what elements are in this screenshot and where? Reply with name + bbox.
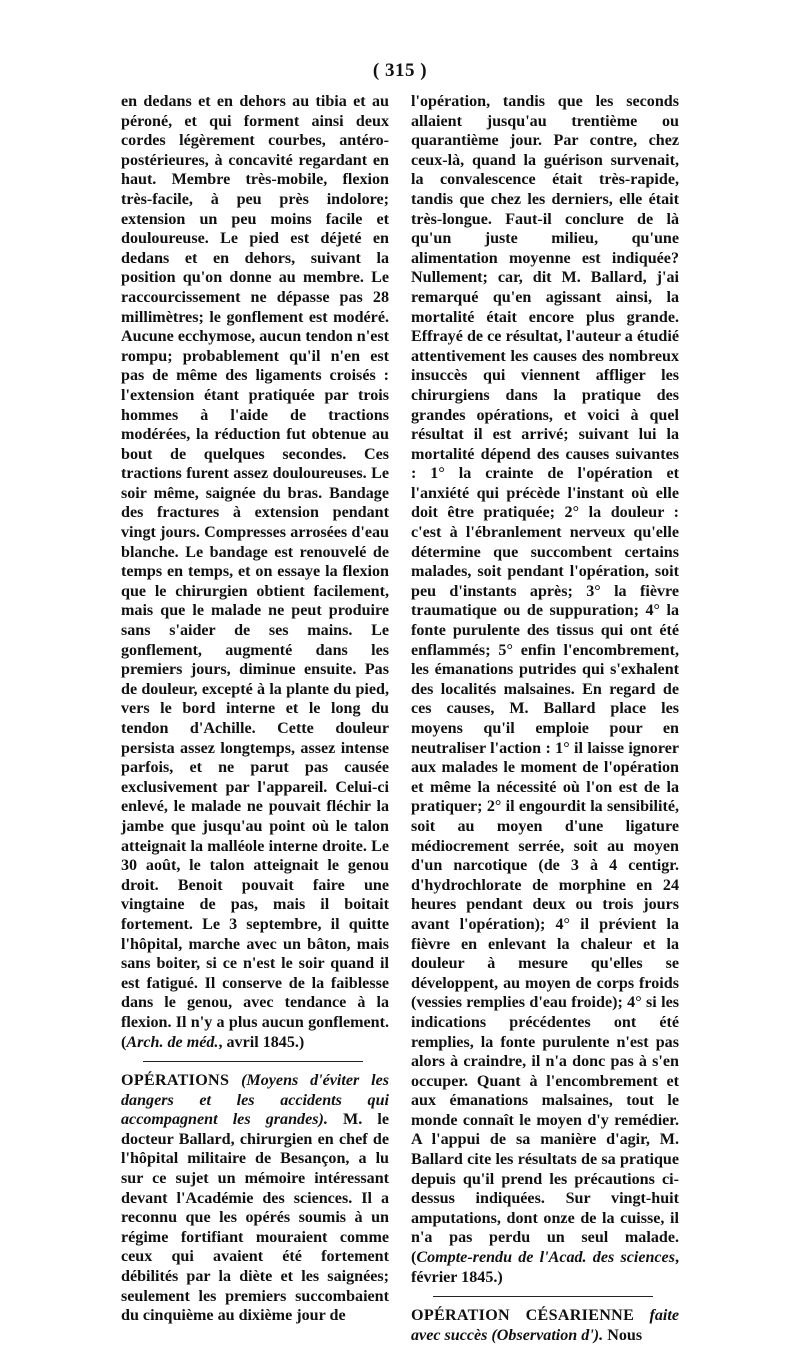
citation-2-date: , février 1845.) [411,1249,679,1286]
left-paragraph-1-text: en dedans et en dehors au tibia et au péroné, et qui forment ainsi deux cordes légèrement courbes, antéro-postérieures, à concavité regardant en haut. Membre très-mobile, flexion très-facile, à peu près indolore; extension un peu moins facile et douloureuse. Le pied est déjeté en dedans et en dehors, suivant la position qu'on donne au membre. Le raccourcissement ne dépasse pas 28 millimètres; le gonflement est modéré. Aucune ecchymose, aucun tendon n'est rompu; probablement qu'il n'en est pas de même des ligaments croisés : l'extension étant pratiquée par trois hommes à l'aide de tractions modérées, la réduction fut obtenue au bout de quelques secondes. Ces tractions furent assez douloureuses. Le soir même, saignée du bras. Bandage des fractures à extension pendant vingt jours. Compresses arrosées d'eau blanche. Le bandage est renouvelé de temps en temps, et on essaye la flexion que le chirurgien obtient facilement, mais que le malade ne peut produire sans s'aider de ses mains. Le gonflement, augmenté dans les premiers jours, diminue ensuite. Pas de douleur, excepté à la plante du pied, vers le bord interne et le long du tendon d'Achille. Cette douleur persista assez longtemps, assez intense parfois, et ne parut pas causée exclusivement par l'appareil. Celui-ci enlevé, le malade ne pouvait fléchir la jambe que jusqu'au point où le talon atteignait la malléole interne droite. Le 30 août, le talon atteignait le genou droit. Benoit pouvait faire une vingtaine de pas, mais il boitait fortement. Le 3 septembre, il quitte l'hôpital, marche avec un bâton, mais sans boiter, si ce n'est le soir quand il est fatigué. Il conserve de la faiblesse dans le genou, avec tendance à la flexion. Il n'y a plus aucun gonflement. [121,93,389,1031]
left-paragraph-2-text: M. le docteur Ballard, chirurgien en chef de l'hôpital militaire de Besançon, a lu sur ce sujet un mémoire intéressant devant l'Académie des sciences. Il a reconnu que les opérés soumis à un régime fortifiant mouraient comme ceux qui avaient été fortement débilités par la diète et les saignées; seulement les premiers succombaient du cinquième au dixième jour de [121,1111,390,1325]
page-number: ( 315 ) [372,60,428,81]
section-subtitle-operations: (Moyens d'éviter les dangers et les accidents qui accompagnent les grandes). [121,1072,389,1129]
citation-2-source: Compte-rendu de l'Acad. des sciences [416,1249,675,1267]
section-title-cesarienne: OPÉRATION CÉSARIENNE [411,1307,635,1325]
section-cesarienne [411,1306,679,1345]
right-paragraph-1-text: l'opération, tandis que les seconds allaient jusqu'au trentième ou quarantième jour. Par contre, chez ceux-là, quand la guérison survenait, la convalescence était très-rapide, tandis que chez les derniers, elle était très-longue. Faut-il conclure de là qu'un juste milieu, qu'une alimentation moyenne est indiquée? Nullement; car, dit M. Ballard, j'ai remarqué qu'en agissant ainsi, la mortalité était encore plus grande. Effrayé de ce résultat, l'auteur a étudié attentivement les causes des nombreux insuccès qui viennent affliger les chirurgiens dans la pratique des grandes opérations, et voici à quel résultat il est arrivé; suivant lui la mortalité dépend des causes suivantes : 1° la crainte de l'opération et l'anxiété qui précède l'instant où elle doit être pratiquée; 2° la douleur : c'est à l'ébranlement nerveux qu'elle détermine que succombent certains malades, soit pendant l'opération, soit peu d'instants après; 3° la fièvre traumatique ou de suppuration; 4° la fonte purulente des tissus qui ont été enflammés; 5° enfin l'encombrement, les émanations putrides qui s'exhalent des localités malsaines. En regard de ces causes, M. Ballard place les moyens qu'il emploie pour en neutraliser l'action : 1° il laisse ignorer aux malades le moment de l'opération et même la nécessité où l'on est de la pratiquer; 2° il engourdit la sensibilité, soit au moyen d'une ligature médiocrement serrée, soit au moyen d'un narcotique (de 3 à 4 centigr. d'hydrochlorate de morphine en 24 heures pendant deux ou trois jours avant l'opération); 4° il prévient la fièvre en enlevant la chaleur et la douleur à mesure qu'elles se développent, au moyen de corps froids (vessies remplies d'eau froide); 4° si les indications précédentes ont été remplies, la fonte purulente n'est pas alors à craindre, il n'a donc pas à s'en occuper. Quant à l'encombrement et aux émanations malsaines, tout le monde connaît le moyen d'y remédier. A l'appui de sa manière d'agir, M. Ballard cite les résultats de sa pratique depuis qu'il prend les précautions ci-dessus indiquées. Sur vingt-huit amputations, dont onze de la cuisse, il n'a pas perdu un seul malade. [411,93,679,1247]
section-operations [121,1071,389,1326]
section-title-operations: OPÉRATIONS [121,1072,230,1090]
section-divider-right [433,1296,653,1297]
right-paragraph-1: l'opération, tandis que les seconds allaient jusqu'au trentième ou quarantième jour. Par contre, chez ceux-là, quand la guérison survenait, la convalescence était très-rapide, tandis que chez les derniers, elle était très-longue. Faut-il conclure de là qu'un juste milieu, qu'une alimentation moyenne est indiquée? Nullement; car, dit M. Ballard, j'ai remarqué qu'en agissant ainsi, la mortalité était encore plus grande. Effrayé de ce résultat, l'auteur a étudié attentivement les causes des nombreux insuccès qui viennent affliger les chirurgiens dans la pratique des grandes opérations, et voici à quel résultat il est arrivé; suivant lui la mortalité dépend des causes suivantes : 1° la crainte de l'opération et l'anxiété qui précède l'instant où elle doit être pratiquée; 2° la douleur : c'est à l'ébranlement nerveux qu'elle détermine que succombent certains malades, soit pendant l'opération, soit peu d'instants après; 3° la fièvre traumatique ou de suppuration; 4° la fonte purulente des tissus qui ont été enflammés; 5° enfin l'encombrement, les émanations putrides qui s'exhalent des localités malsaines. En regard de ces causes, M. Ballard place les moyens qu'il emploie pour en neutraliser l'action : 1° il laisse ignorer aux malades le moment de l'opération et même la nécessité où l'on est de la pratiquer; 2° il engourdit la sensibilité, soit au moyen d'une ligature médiocrement serrée, soit au moyen d'un narcotique (de 3 à 4 centigr. d'hydrochlorate de morphine en 24 heures pendant deux ou trois jours avant l'opération); 4° il prévient la fièvre en enlevant la chaleur et la douleur à mesure qu'elles se développent, au moyen de corps froids (vessies remplies d'eau froide); 4° si les indications précédentes ont été remplies, la fonte purulente n'est pas alors à craindre, il n'a donc pas à s'en occuper. Quant à l'encombrement et aux émanations malsaines, tout le monde connaît le moyen d'y remédier. A l'appui de sa manière d'agir, M. Ballard cite les résultats de sa pratique depuis qu'il prend les précautions ci-dessus indiquées. Sur vingt-huit amputations, dont onze de la cuisse, il n'a pas perdu un seul malade. (Compte-rendu de l'Acad. des sciences, février 1845.) [411,93,679,1286]
right-paragraph-2-text: Nous [607,1326,643,1344]
section-divider [143,1061,363,1062]
section-subtitle-cesarienne: faite avec succès (Observation d'). [411,1307,679,1344]
right-column [411,92,679,1345]
left-paragraph-1: en dedans et en dehors au tibia et au péroné, et qui forment ainsi deux cordes légèrement courbes, antéro-postérieures, à concavité regardant en haut. Membre très-mobile, flexion très-facile, à peu près indolore; extension un peu moins facile et douloureuse. Le pied est déjeté en dedans et en dehors, suivant la position qu'on donne au membre. Le raccourcissement ne dépasse pas 28 millimètres; le gonflement est modéré. Aucune ecchymose, aucun tendon n'est rompu; probablement qu'il n'en est pas de même des ligaments croisés : l'extension étant pratiquée par trois hommes à l'aide de tractions modérées, la réduction fut obtenue au bout de quelques secondes. Ces tractions furent assez douloureuses. Le soir même, saignée du bras. Bandage des fractures à extension pendant vingt jours. Compresses arrosées d'eau blanche. Le bandage est renouvelé de temps en temps, et on essaye la flexion que le chirurgien obtient facilement, mais que le malade ne peut produire sans s'aider de ses mains. Le gonflement, augmenté dans les premiers jours, diminue ensuite. Pas de douleur, excepté à la plante du pied, vers le bord interne et le long du tendon d'Achille. Cette douleur persista assez longtemps, assez intense parfois, et ne parut pas causée exclusivement par l'appareil. Celui-ci enlevé, le malade ne pouvait fléchir la jambe que jusqu'au point où le talon atteignait la malléole interne droite. Le 30 août, le talon atteignait le genou droit. Benoit pouvait faire une vingtaine de pas, mais il boitait fortement. Le 3 septembre, il quitte l'hôpital, marche avec un bâton, mais sans boiter, si ce n'est le soir quand il est fatigué. Il conserve de la faiblesse dans le genou, avec tendance à la flexion. Il n'y a plus aucun gonflement. (Arch. de méd., avril 1845.) [121,93,389,1051]
citation-1-source: Arch. de méd. [126,1033,219,1051]
left-column [121,92,389,1326]
citation-1-date: , avril 1845.) [218,1033,305,1051]
